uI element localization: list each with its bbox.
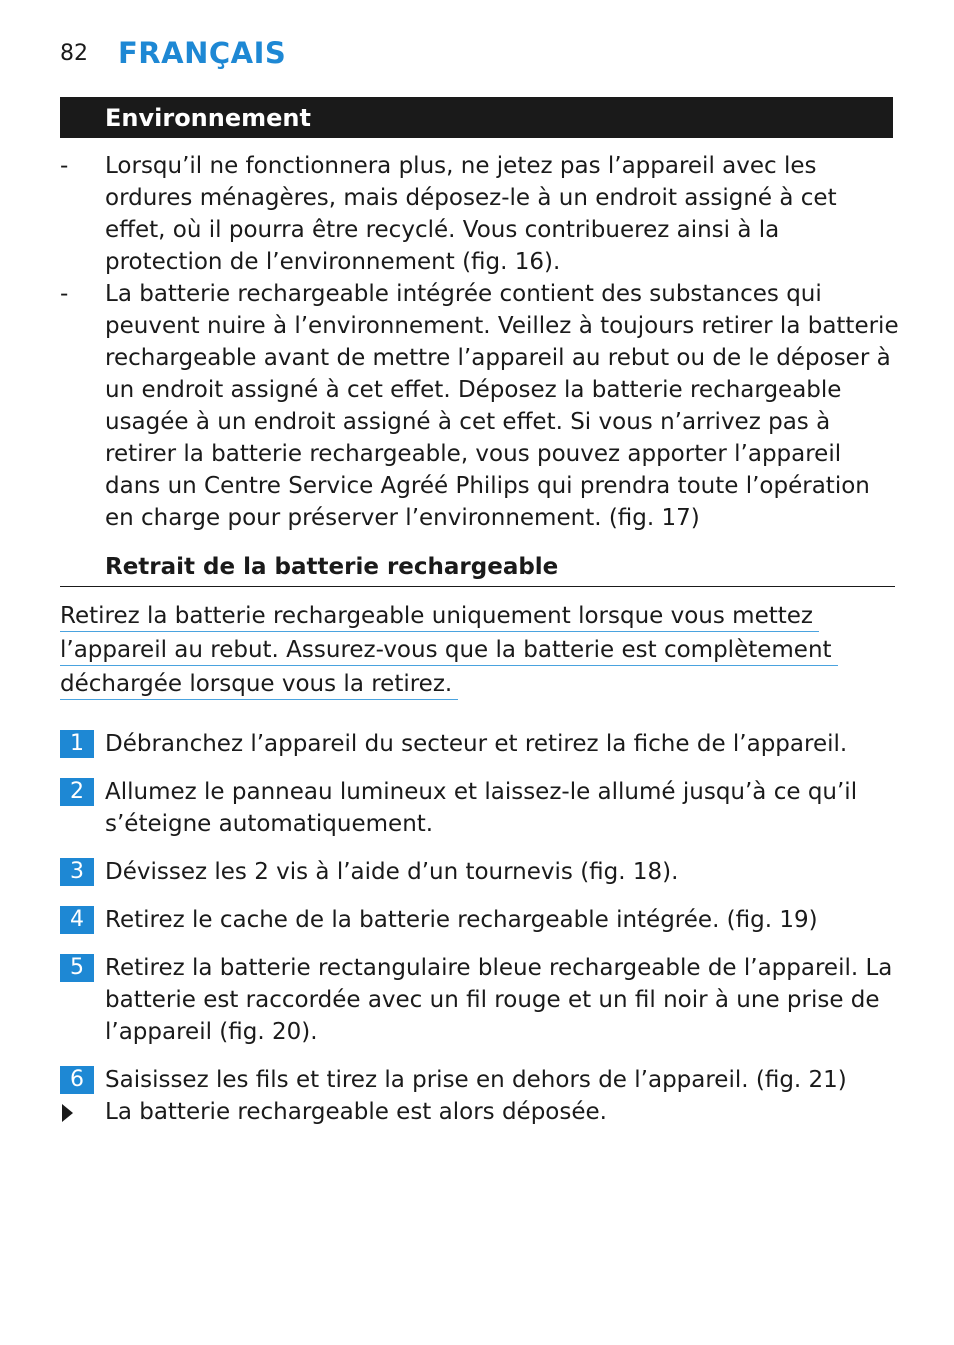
warning-block [60, 600, 900, 702]
result-text: La batterie rechargeable est alors déposée. [105, 1099, 607, 1125]
step-number-badge: 2 [60, 778, 94, 806]
step-number-badge: 1 [60, 730, 94, 758]
bullet-text: Lorsqu’il ne fonctionnera plus, ne jetez pas l’appareil avec les ordures ménagères, mais déposez-le à un endroit assigné à cet effet, où il pourra être recyclé. Vous contribuerez ainsi à la protection de l’environnement (fig. 16). [105, 153, 837, 275]
step-item [60, 1064, 900, 1096]
bullet-item [60, 150, 900, 278]
warning-line: Retirez la batterie rechargeable uniquement lorsque vous mettez [60, 601, 819, 632]
step-item [60, 904, 900, 936]
step-number-badge: 3 [60, 858, 94, 886]
warning-line: déchargée lorsque vous la retirez. [60, 669, 458, 700]
subheading-text: Retrait de la batterie rechargeable [105, 554, 559, 580]
bullet-text: La batterie rechargeable intégrée contient des substances qui peuvent nuire à l’environnement. Veillez à toujours retirer la batterie rechargeable avant de mettre l’appareil au rebut ou de le déposer à un endroit assigné à cet effet. Déposez la batterie rechargeable usagée à un endroit assigné à cet effet. Si vous n’arrivez pas à retirer la batterie rechargeable, vous pouvez apporter l’appareil dans un Centre Service Agréé Philips qui prendra toute l’opération en charge pour préserver l’environnement. (fig. 17) [105, 281, 899, 531]
language-title: FRANÇAIS [118, 36, 287, 70]
page-number: 82 [60, 41, 88, 66]
subheading [60, 548, 895, 587]
steps-list [60, 728, 900, 1128]
result-triangle-icon [60, 1096, 105, 1128]
environment-bullet-list [60, 150, 900, 534]
step-item [60, 952, 900, 1048]
step-text: Dévissez les 2 vis à l’aide d’un tournevis (fig. 18). [105, 859, 679, 885]
step-text: Débranchez l’appareil du secteur et retirez la fiche de l’appareil. [105, 731, 848, 757]
dash-marker: - [60, 153, 69, 179]
step-number-badge: 6 [60, 1066, 94, 1094]
step-item [60, 776, 900, 840]
step-number-badge: 4 [60, 906, 94, 934]
section-title: Environnement [105, 104, 311, 132]
step-text: Saisissez les fils et tirez la prise en dehors de l’appareil. (fig. 21) [105, 1067, 847, 1093]
warning-line: l’appareil au rebut. Assurez-vous que la batterie est complètement [60, 635, 838, 666]
step-text: Allumez le panneau lumineux et laissez-le allumé jusqu’à ce qu’il s’éteigne automatiquement. [105, 779, 858, 837]
step-text: Retirez le cache de la batterie rechargeable intégrée. (fig. 19) [105, 907, 818, 933]
step-number-badge: 5 [60, 954, 94, 982]
section-bar [60, 97, 893, 138]
step-item [60, 856, 900, 888]
result-item [60, 1096, 900, 1128]
step-item [60, 728, 900, 760]
bullet-item [60, 278, 900, 534]
step-text: Retirez la batterie rectangulaire bleue rechargeable de l’appareil. La batterie est raccordée avec un fil rouge et un fil noir à une prise de l’appareil (fig. 20). [105, 955, 893, 1045]
dash-marker: - [60, 281, 69, 307]
